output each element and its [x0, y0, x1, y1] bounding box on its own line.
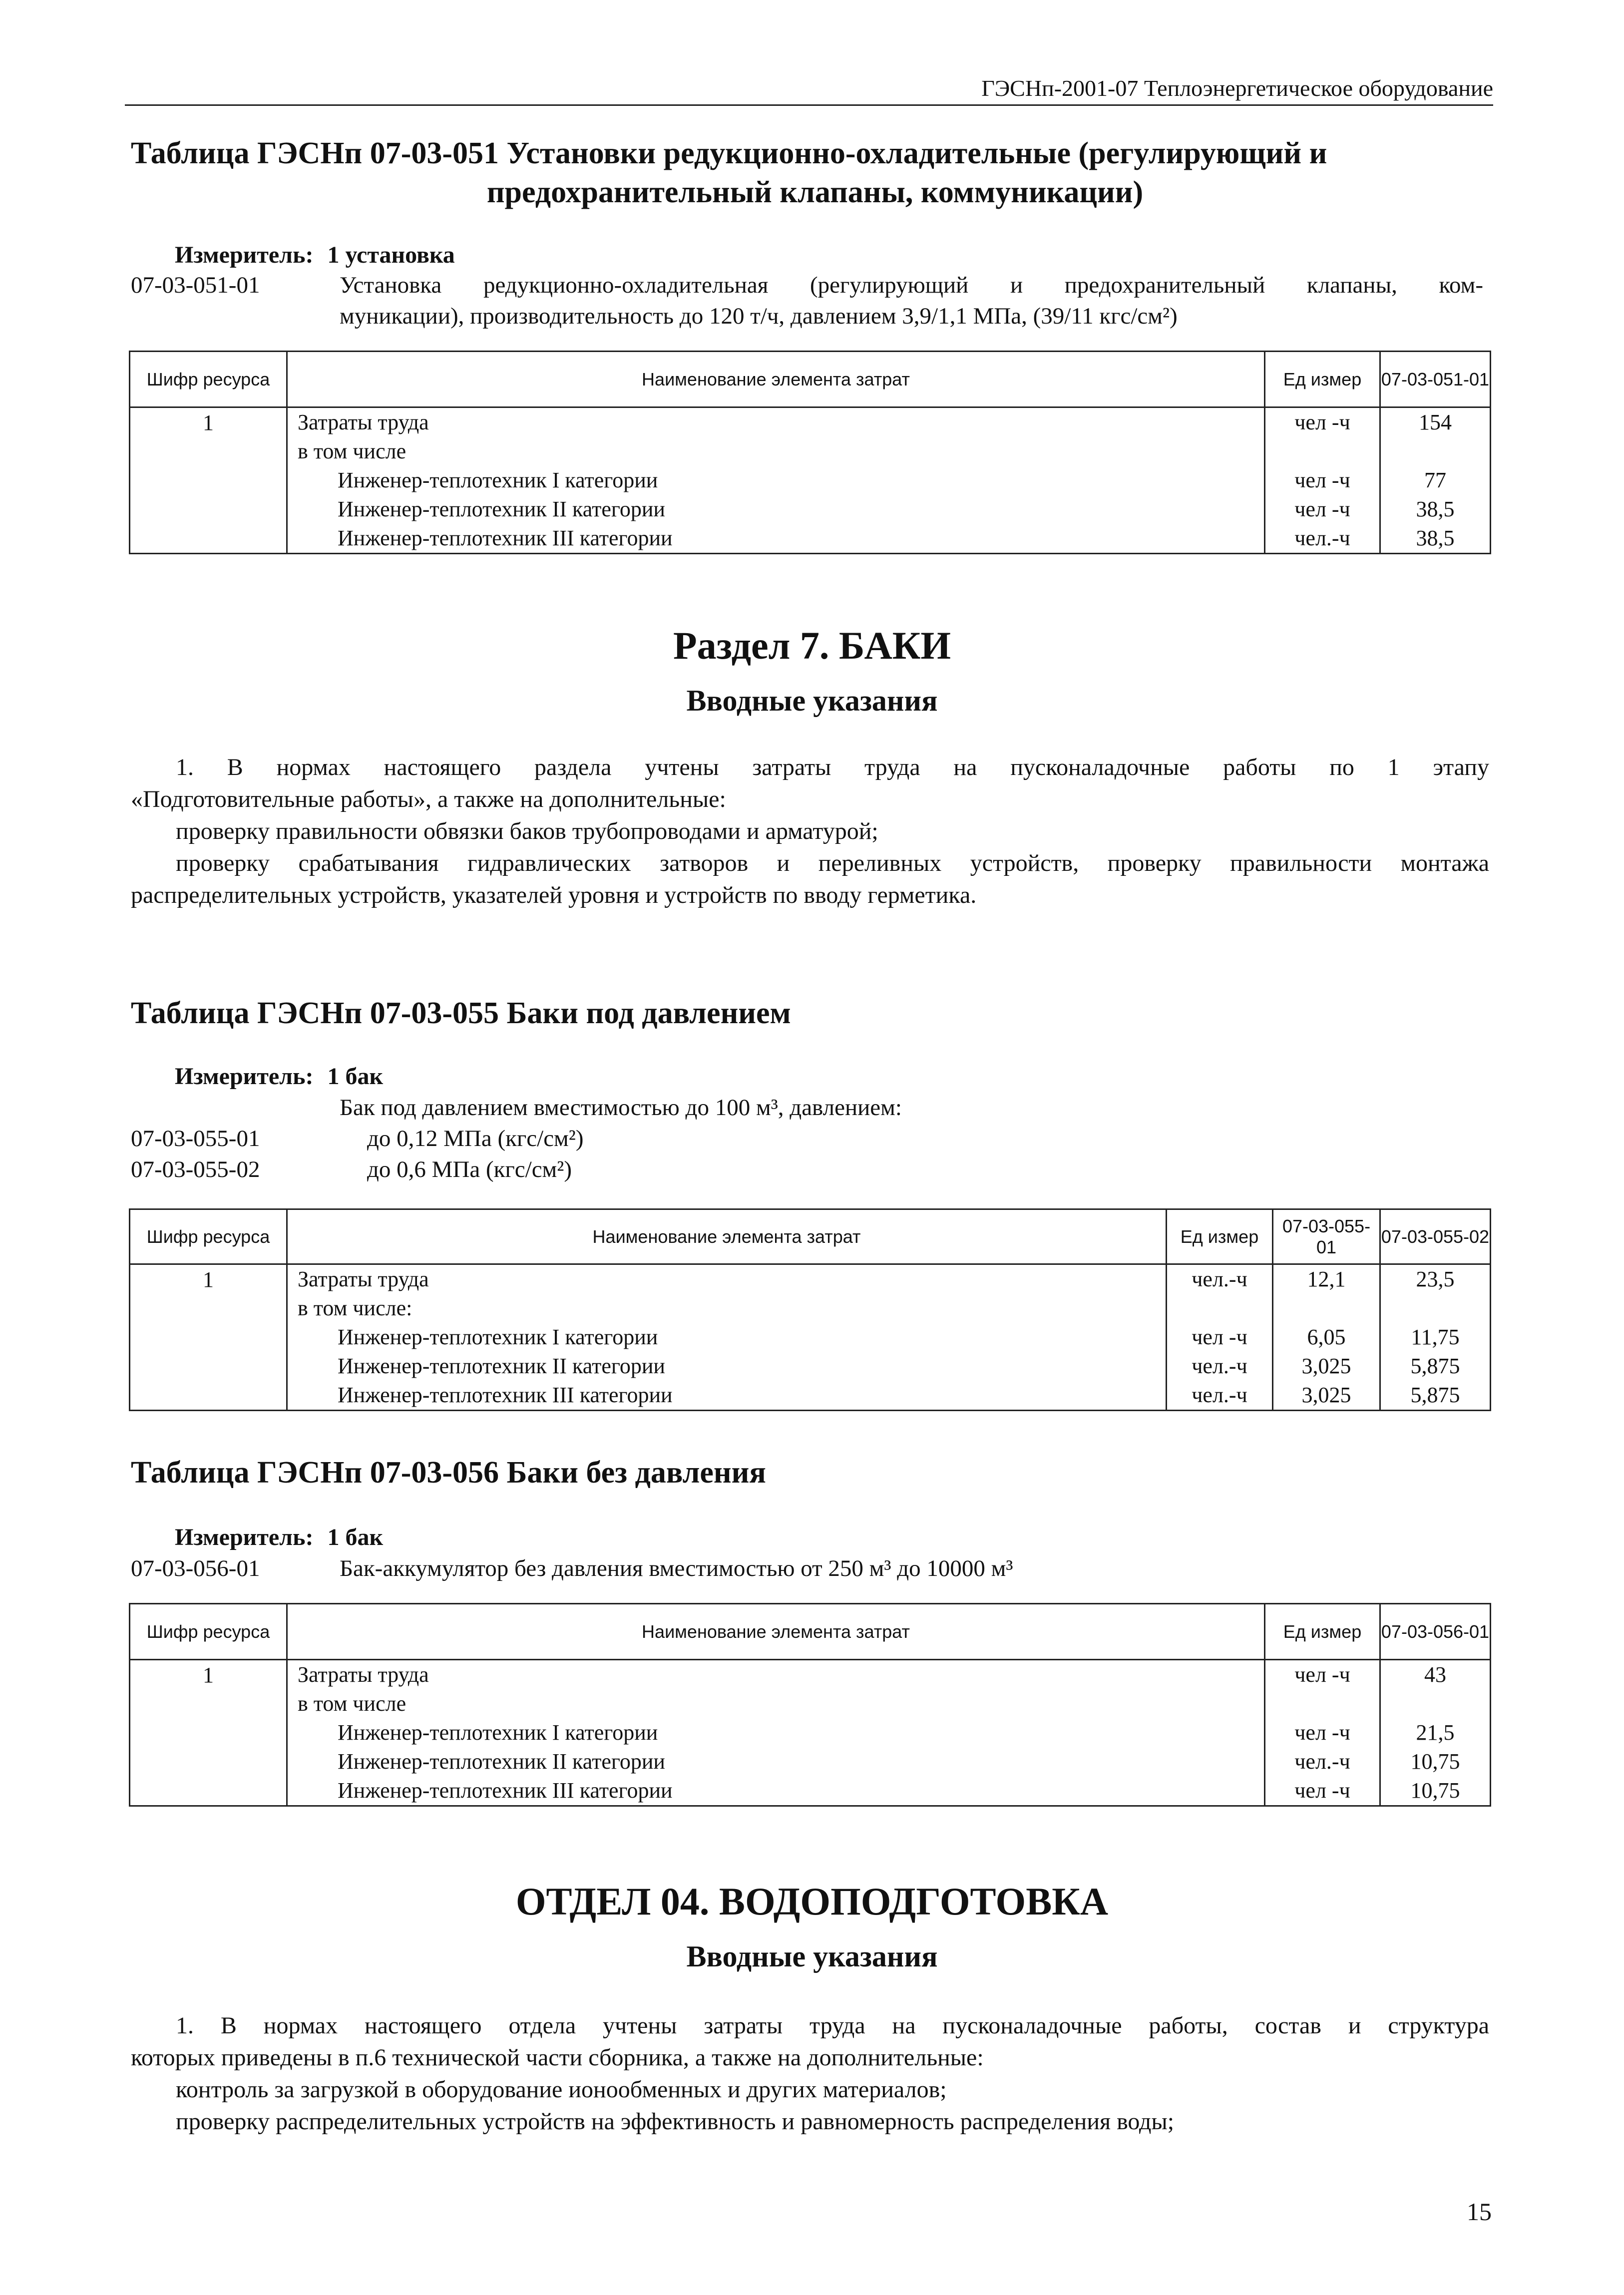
row-value: 38,5: [1416, 526, 1455, 550]
row-value: 3,025: [1301, 1383, 1351, 1407]
row-name: Инженер-теплотехник I категории: [338, 468, 658, 492]
col-header-name: Наименование элемента затрат: [287, 1209, 1167, 1264]
resource-code: 1: [130, 407, 287, 554]
col-header-code: 07-03-051-01: [1380, 352, 1491, 407]
page-number: 15: [1467, 2198, 1492, 2226]
row-unit: чел.-ч: [1192, 1383, 1247, 1407]
paragraph: 1. В нормах настоящего раздела учтены затраты труда на пусконаладочные работы по 1 этапу: [176, 754, 1489, 780]
row-name: Инженер-теплотехник III категории: [338, 526, 673, 550]
row-unit: чел.-ч: [1294, 526, 1350, 550]
cost-names: [287, 1660, 1265, 1806]
row-value: 11,75: [1411, 1325, 1460, 1349]
row-value: 5,875: [1410, 1383, 1460, 1407]
row-unit: чел -ч: [1294, 1662, 1350, 1687]
measure-label: Измеритель:: [175, 1524, 314, 1550]
table1-code: 07-03-051-01: [131, 272, 260, 298]
dept4-subtitle: Вводные указания: [686, 1940, 938, 1973]
measure-value: 1 бак: [327, 1524, 384, 1550]
paragraph: контроль за загрузкой в оборудование ионообменных и других материалов;: [176, 2076, 947, 2103]
measure-value: 1 установка: [327, 242, 455, 268]
row-value: 77: [1424, 468, 1446, 492]
row-value: [1273, 1294, 1379, 1323]
row-unit: чел -ч: [1294, 468, 1350, 492]
table2-item-code: 07-03-055-01: [131, 1126, 260, 1151]
row-name: Инженер-теплотехник II категории: [338, 497, 665, 521]
values: [1380, 407, 1491, 554]
row-name: Инженер-теплотехник III категории: [338, 1383, 673, 1407]
row-value: [1381, 1294, 1490, 1323]
row-unit: чел -ч: [1294, 410, 1350, 434]
col-header-code: 07-03-055-01: [1273, 1209, 1380, 1264]
table3-grid: [129, 1603, 1491, 1807]
table3-code: 07-03-056-01: [131, 1555, 260, 1581]
row-name: Затраты труда: [298, 410, 429, 434]
units: [1265, 407, 1380, 554]
values: [1273, 1264, 1380, 1411]
row-unit: [1265, 1689, 1379, 1718]
section7-subtitle: Вводные указания: [686, 684, 938, 717]
paragraph: проверку правильности обвязки баков трубопроводами и арматурой;: [176, 818, 878, 844]
col-header-name: Наименование элемента затрат: [287, 1604, 1265, 1660]
table3-description: Бак-аккумулятор без давления вместимостью от 250 м³ до 10000 м³: [340, 1555, 1013, 1581]
section7-title: Раздел 7. БАКИ: [673, 624, 951, 667]
table1-title: [131, 134, 1499, 212]
dept4-text: [131, 2010, 1489, 2138]
table2-measure: [175, 1061, 383, 1092]
row-name: Инженер-теплотехник III категории: [338, 1778, 673, 1803]
col-header-name: Наименование элемента затрат: [287, 352, 1265, 407]
paragraph: проверку распределительных устройств на эффективность и равномерность распределения воды;: [176, 2108, 1175, 2135]
row-value: 154: [1419, 410, 1452, 434]
cost-names: [287, 1264, 1167, 1411]
table1-description: [340, 270, 1483, 332]
col-header-code: 07-03-056-01: [1380, 1604, 1491, 1660]
units: [1265, 1660, 1380, 1806]
row-value: 43: [1424, 1662, 1446, 1687]
row-name: в том числе:: [298, 1296, 412, 1320]
table2-item-text: до 0,12 МПа (кгс/см²): [367, 1126, 584, 1151]
paragraph: проверку срабатывания гидравлических затворов и переливных устройств, проверку правильности монтажа: [176, 850, 1489, 876]
row-value: 10,75: [1410, 1749, 1460, 1774]
paragraph: 1. В нормах настоящего отдела учтены затраты труда на пусконаладочные работы, состав и структура: [176, 2012, 1489, 2039]
col-header-resource: Шифр ресурса: [130, 352, 287, 407]
row-unit: чел -ч: [1294, 1720, 1350, 1745]
row-unit: чел.-ч: [1192, 1354, 1247, 1378]
row-unit: чел -ч: [1294, 497, 1350, 521]
row-name: Инженер-теплотехник I категории: [338, 1720, 658, 1745]
row-value: 12,1: [1307, 1267, 1346, 1291]
table3-title: Таблица ГЭСНп 07-03-056 Баки без давления: [131, 1456, 766, 1490]
values: [1380, 1660, 1491, 1806]
table1-title-line2: предохранительный клапаны, коммуникации): [486, 175, 1144, 209]
measure-value: 1 бак: [327, 1063, 384, 1090]
row-name: в том числе: [298, 439, 406, 463]
table1-title-line1: Таблица ГЭСНп 07-03-051 Установки редукционно-охладительные (регулирующий и: [131, 136, 1327, 170]
row-unit: [1167, 1294, 1272, 1323]
row-name: Инженер-теплотехник II категории: [338, 1749, 665, 1774]
row-value: 5,875: [1410, 1354, 1460, 1378]
section7-text: [131, 752, 1489, 911]
row-value: 6,05: [1307, 1325, 1346, 1349]
col-header-unit: Ед измер: [1265, 1604, 1380, 1660]
table3-measure: [175, 1522, 383, 1553]
table1-measure: [175, 240, 455, 271]
table1-desc-line2: муникации), производительность до 120 т/ч, давлением 3,9/1,1 МПа, (39/11 кгс/см²): [340, 303, 1178, 329]
paragraph: «Подготовительные работы», а также на дополнительные:: [131, 786, 726, 812]
resource-code: 1: [130, 1264, 287, 1411]
row-value: [1381, 1689, 1490, 1718]
row-unit: чел -ч: [1294, 1778, 1350, 1803]
row-name: Инженер-теплотехник II категории: [338, 1354, 665, 1378]
row-name: Инженер-теплотехник I категории: [338, 1325, 658, 1349]
row-unit: чел.-ч: [1294, 1749, 1350, 1774]
units: [1167, 1264, 1273, 1411]
row-unit: [1265, 437, 1379, 466]
table2-description: Бак под давлением вместимостью до 100 м³, давлением:: [340, 1095, 902, 1121]
row-value: 38,5: [1416, 497, 1455, 521]
running-header: ГЭСНп-2001-07 Теплоэнергетическое оборудование: [125, 75, 1493, 106]
row-name: Затраты труда: [298, 1662, 429, 1687]
row-name: Затраты труда: [298, 1267, 429, 1291]
row-value: [1381, 437, 1490, 466]
row-value: 10,75: [1410, 1778, 1460, 1803]
row-value: 3,025: [1301, 1354, 1351, 1378]
table1-desc-line1: Установка редукционно-охладительная (регулирующий и предохранительный клапаны, ком-: [340, 272, 1483, 298]
table1-grid: [129, 351, 1491, 554]
col-header-unit: Ед измер: [1167, 1209, 1273, 1264]
row-value: 21,5: [1416, 1720, 1455, 1745]
col-header-code: 07-03-055-02: [1380, 1209, 1491, 1264]
table2-item-text: до 0,6 МПа (кгс/см²): [367, 1156, 572, 1182]
col-header-resource: Шифр ресурса: [130, 1604, 287, 1660]
col-header-resource: Шифр ресурса: [130, 1209, 287, 1264]
values: [1380, 1264, 1491, 1411]
dept4-title: ОТДЕЛ 04. ВОДОПОДГОТОВКА: [515, 1880, 1109, 1923]
measure-label: Измеритель:: [175, 242, 314, 268]
row-unit: чел.-ч: [1192, 1267, 1247, 1291]
table2-title: Таблица ГЭСНп 07-03-055 Баки под давлением: [131, 996, 791, 1030]
paragraph: распределительных устройств, указателей уровня и устройств по вводу герметика.: [131, 882, 977, 908]
cost-names: [287, 407, 1265, 554]
resource-code: 1: [130, 1660, 287, 1806]
row-unit: чел -ч: [1192, 1325, 1247, 1349]
table2-grid: [129, 1208, 1491, 1411]
paragraph: которых приведены в п.6 технической части сборника, а также на дополнительные:: [131, 2044, 984, 2071]
row-value: 23,5: [1416, 1267, 1455, 1291]
table2-item-code: 07-03-055-02: [131, 1156, 260, 1182]
col-header-unit: Ед измер: [1265, 352, 1380, 407]
measure-label: Измеритель:: [175, 1063, 314, 1090]
row-name: в том числе: [298, 1691, 406, 1716]
